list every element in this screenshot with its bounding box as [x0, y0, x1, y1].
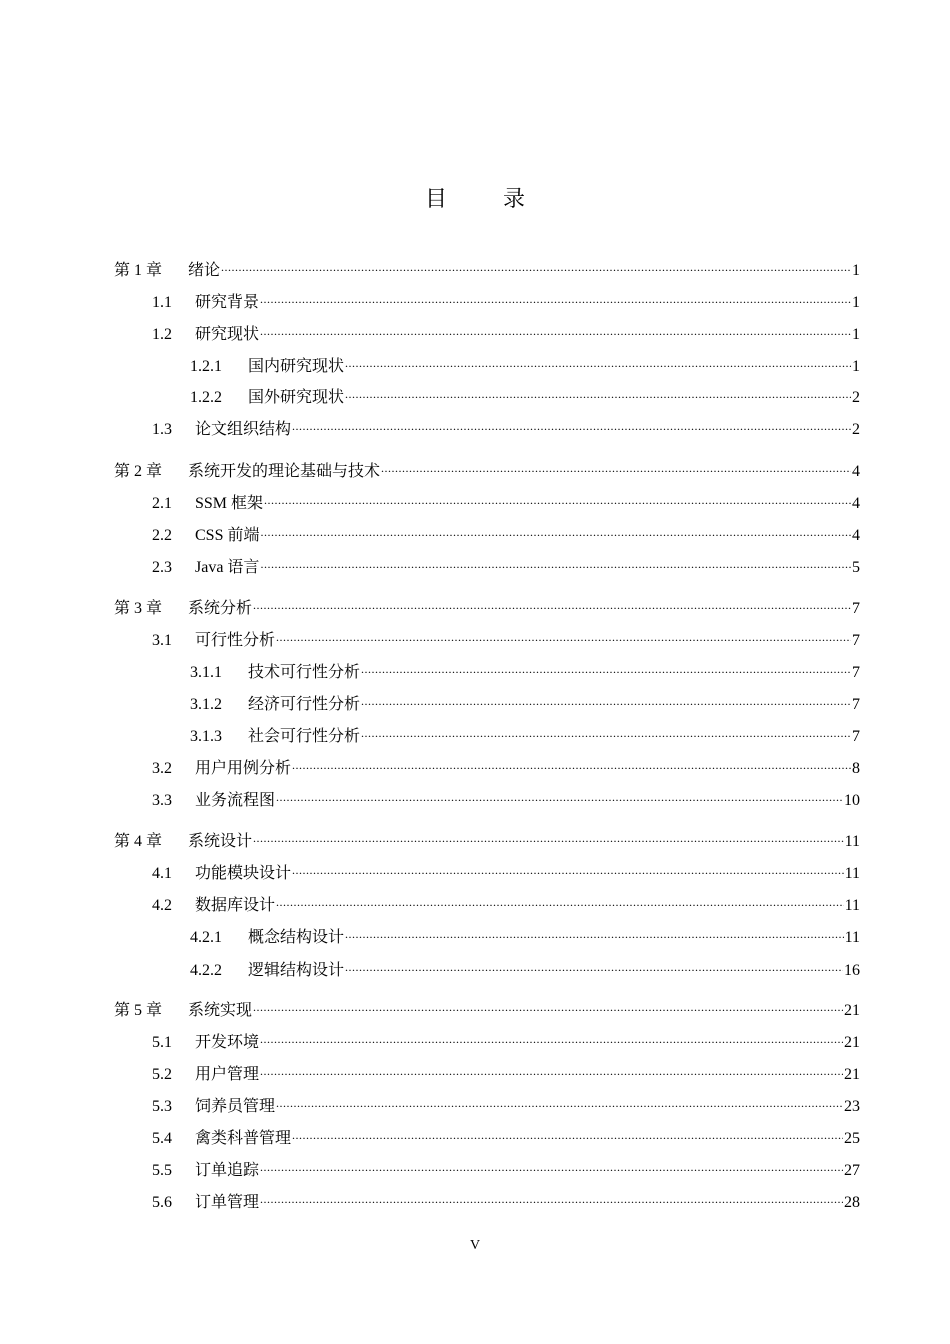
toc-entry-page: 7	[852, 664, 860, 681]
toc-entry-page: 4	[852, 527, 860, 544]
toc-entry-page: 4	[852, 463, 860, 480]
toc-entry-number: 3.2	[152, 760, 172, 777]
toc-entry-page: 5	[852, 559, 860, 576]
toc-entry-page: 1	[852, 326, 860, 343]
toc-entry-title: 用户用例分析	[195, 760, 292, 777]
toc-leader-dots	[253, 995, 843, 1015]
toc-entry[interactable]	[152, 1155, 860, 1179]
toc-entry-number: 第 1 章	[114, 262, 163, 279]
toc-entry-number: 第 2 章	[114, 463, 163, 480]
toc-entry[interactable]	[190, 382, 860, 406]
toc-entry-number: 5.4	[152, 1130, 172, 1147]
toc-entry-number: 3.1	[152, 632, 172, 649]
toc-entry-number: 3.1.3	[190, 728, 222, 745]
toc-entry-number: 1.2.2	[190, 389, 222, 406]
toc-leader-dots	[253, 593, 851, 613]
toc-entry-title: 饲养员管理	[195, 1098, 276, 1115]
toc-entry[interactable]	[152, 1123, 860, 1147]
toc-entry-number: 1.1	[152, 294, 172, 311]
toc-entry[interactable]	[152, 1027, 860, 1051]
toc-entry-page: 28	[844, 1194, 860, 1211]
toc-entry-title: 国内研究现状	[248, 358, 345, 375]
toc-leader-dots	[264, 488, 851, 508]
toc-entry-number: 1.2.1	[190, 358, 222, 375]
toc-entry-page: 27	[844, 1162, 860, 1179]
toc-entry-title: 用户管理	[195, 1066, 260, 1083]
toc-entry[interactable]	[114, 255, 860, 279]
toc-entry[interactable]	[152, 414, 860, 438]
toc-leader-dots	[260, 520, 851, 540]
toc-entry-page: 23	[844, 1098, 860, 1115]
toc-entry[interactable]	[152, 552, 860, 576]
toc-entry[interactable]	[152, 858, 860, 882]
toc-leader-dots	[260, 1059, 843, 1079]
toc-entry-page: 1	[852, 294, 860, 311]
toc-entry-page: 21	[844, 1034, 860, 1051]
toc-entry[interactable]	[152, 287, 860, 311]
toc-entry-number: 4.1	[152, 865, 172, 882]
toc-entry-number: 2.2	[152, 527, 172, 544]
toc-entry-title: 订单管理	[195, 1194, 260, 1211]
toc-entry-number: 3.3	[152, 792, 172, 809]
toc-entry-number: 第 4 章	[114, 833, 163, 850]
toc-entry[interactable]	[152, 319, 860, 343]
toc-entry-title: 业务流程图	[195, 792, 276, 809]
toc-leader-dots	[345, 922, 844, 942]
toc-entry-page: 4	[852, 495, 860, 512]
toc-entry-title: CSS 前端	[195, 527, 260, 544]
page-title	[0, 182, 950, 213]
toc-entry-page: 11	[844, 865, 860, 882]
toc-entry[interactable]	[152, 890, 860, 914]
toc-entry[interactable]	[190, 721, 860, 745]
toc-entry-title: 系统分析	[188, 600, 253, 617]
toc-entry-number: 5.5	[152, 1162, 172, 1179]
toc-entry-title: 社会可行性分析	[248, 728, 361, 745]
toc-entry-title: 订单追踪	[195, 1162, 260, 1179]
toc-entry[interactable]	[152, 785, 860, 809]
toc-entry-title: Java 语言	[195, 559, 260, 576]
toc-entry-title: 研究现状	[195, 326, 260, 343]
toc-entry-title: 系统实现	[188, 1002, 253, 1019]
toc-entry[interactable]	[190, 689, 860, 713]
toc-entry-page: 7	[852, 696, 860, 713]
toc-entry-title: 功能模块设计	[195, 865, 292, 882]
toc-entry-page: 7	[852, 728, 860, 745]
toc-leader-dots	[276, 625, 851, 645]
toc-entry[interactable]	[190, 351, 860, 375]
toc-leader-dots	[260, 287, 851, 307]
page-number-footer: V	[469, 1238, 481, 1253]
toc-entry[interactable]	[114, 456, 860, 480]
toc-entry-page: 2	[852, 421, 860, 438]
toc-leader-dots	[260, 1187, 843, 1207]
toc-leader-dots	[292, 414, 851, 434]
title-char-1: 目	[424, 186, 447, 211]
toc-entry-page: 8	[852, 760, 860, 777]
toc-entry-page: 10	[844, 792, 860, 809]
toc-entry-page: 25	[844, 1130, 860, 1147]
toc-entry[interactable]	[152, 1187, 860, 1211]
toc-entry-number: 5.3	[152, 1098, 172, 1115]
toc-leader-dots	[276, 1091, 843, 1111]
toc-entry[interactable]	[114, 593, 860, 617]
toc-entry-number: 4.2	[152, 897, 172, 914]
toc-leader-dots	[345, 382, 851, 402]
toc-entry[interactable]	[152, 520, 860, 544]
toc-entry-page: 21	[844, 1002, 860, 1019]
toc-leader-dots	[253, 826, 844, 846]
toc-entry-page: 11	[844, 929, 860, 946]
toc-leader-dots	[276, 890, 844, 910]
toc-entry[interactable]	[114, 995, 860, 1019]
toc-entry-number: 2.1	[152, 495, 172, 512]
toc-entry-title: 绪论	[188, 262, 221, 279]
toc-leader-dots	[260, 1155, 843, 1175]
toc-leader-dots	[260, 319, 851, 339]
toc-entry-number: 4.2.1	[190, 929, 222, 946]
toc-leader-dots	[345, 351, 851, 371]
toc-leader-dots	[361, 657, 851, 677]
toc-entry-title: 开发环境	[195, 1034, 260, 1051]
toc-entry-title: 可行性分析	[195, 632, 276, 649]
toc-leader-dots	[381, 456, 851, 476]
toc-entry-page: 11	[844, 897, 860, 914]
toc-entry-title: 系统设计	[188, 833, 253, 850]
toc-entry-page: 1	[852, 262, 860, 279]
toc-entry-title: 概念结构设计	[248, 929, 345, 946]
toc-entry-title: 系统开发的理论基础与技术	[188, 463, 381, 480]
toc-entry-page: 1	[852, 358, 860, 375]
toc-entry[interactable]	[152, 753, 860, 777]
toc-entry[interactable]	[190, 657, 860, 681]
toc-entry-page: 21	[844, 1066, 860, 1083]
toc-entry-number: 2.3	[152, 559, 172, 576]
toc-entry-title: 经济可行性分析	[248, 696, 361, 713]
title-char-2: 录	[503, 186, 526, 211]
toc-entry-title: 禽类科普管理	[195, 1130, 292, 1147]
toc-entry-number: 3.1.2	[190, 696, 222, 713]
toc-entry[interactable]	[152, 625, 860, 649]
toc-entry-number: 第 3 章	[114, 600, 163, 617]
toc-entry-number: 4.2.2	[190, 962, 222, 979]
toc-entry-number: 第 5 章	[114, 1002, 163, 1019]
toc-entry-title: 技术可行性分析	[248, 664, 361, 681]
toc-entry-number: 1.2	[152, 326, 172, 343]
toc-entry[interactable]	[152, 488, 860, 512]
toc-leader-dots	[292, 858, 844, 878]
toc-leader-dots	[260, 552, 851, 572]
toc-entry-title: 数据库设计	[195, 897, 276, 914]
toc-leader-dots	[221, 255, 851, 275]
toc-entry-page: 16	[844, 962, 860, 979]
toc-entry-title: 论文组织结构	[195, 421, 292, 438]
toc-entry-number: 5.2	[152, 1066, 172, 1083]
toc-leader-dots	[361, 721, 851, 741]
toc-entry-number: 1.3	[152, 421, 172, 438]
toc-entry[interactable]	[114, 826, 860, 850]
toc-entry[interactable]	[190, 922, 860, 946]
toc-entry-page: 7	[852, 600, 860, 617]
toc-entry-number: 5.6	[152, 1194, 172, 1211]
toc-entry[interactable]	[190, 955, 860, 979]
toc-entry-number: 3.1.1	[190, 664, 222, 681]
toc-leader-dots	[345, 955, 843, 975]
toc-entry[interactable]	[152, 1059, 860, 1083]
toc-entry-title: 逻辑结构设计	[248, 962, 345, 979]
toc-entry-title: 研究背景	[195, 294, 260, 311]
toc-entry-number: 5.1	[152, 1034, 172, 1051]
toc-leader-dots	[292, 753, 851, 773]
toc-entry-page: 2	[852, 389, 860, 406]
toc-leader-dots	[292, 1123, 843, 1143]
toc-entry-title: 国外研究现状	[248, 389, 345, 406]
toc-entry-page: 7	[852, 632, 860, 649]
toc-entry-page: 11	[844, 833, 860, 850]
toc-entry-title: SSM 框架	[195, 495, 264, 512]
toc-leader-dots	[260, 1027, 843, 1047]
toc-entry[interactable]	[152, 1091, 860, 1115]
toc-leader-dots	[361, 689, 851, 709]
toc-leader-dots	[276, 785, 843, 805]
